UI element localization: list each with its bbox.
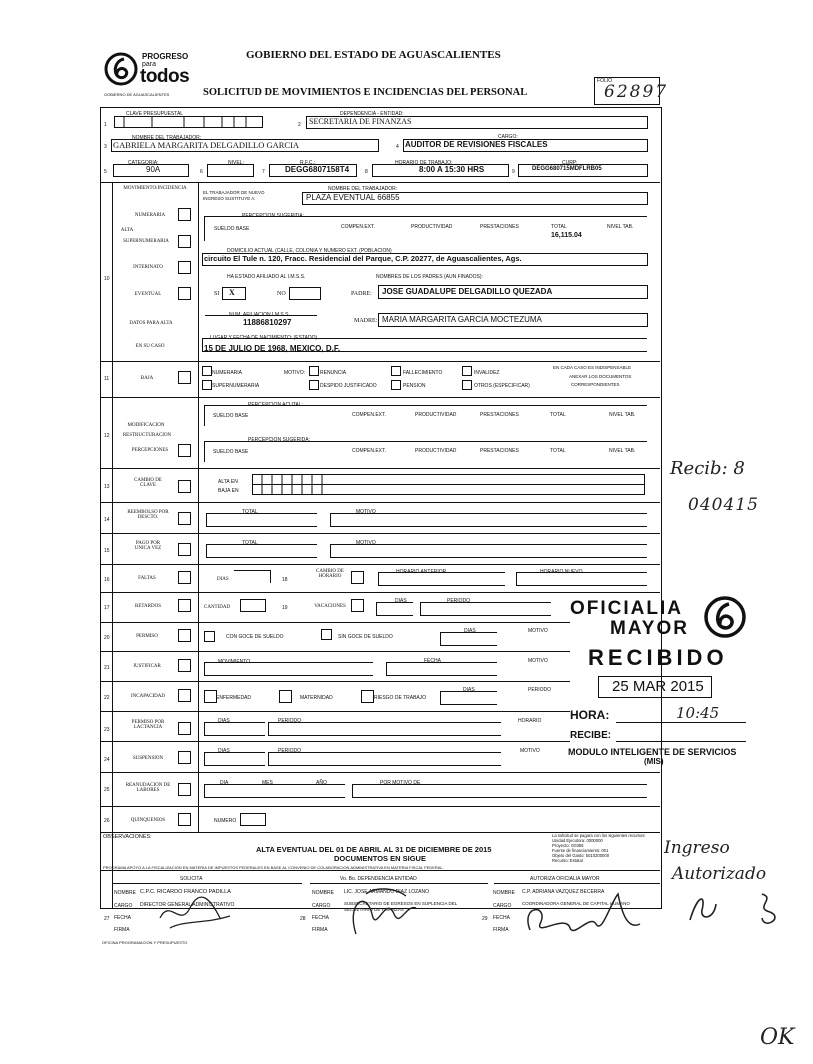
numeraria-checkbox[interactable] — [178, 208, 191, 221]
row-num-18: 18 — [282, 577, 288, 583]
alta-prestaciones: PRESTACIONES — [480, 224, 519, 230]
justificar-motivo-label: MOTIVO — [528, 658, 548, 664]
modif-checkbox[interactable] — [178, 444, 191, 457]
rfc-label: R.F.C.: — [300, 160, 316, 166]
permiso-dias-field[interactable] — [440, 632, 497, 646]
reanudacion-checkbox[interactable] — [178, 783, 191, 796]
grid-line — [100, 182, 660, 183]
row-num-2: 2 — [298, 122, 301, 128]
vac-periodo-label: PERIODO — [447, 598, 471, 604]
row-num-8: 8 — [365, 169, 368, 175]
domicilio-label: DOMICILIO ACTUAL (CALLE, COLONIA Y NUMERO EXT. (POBLACION) — [227, 248, 392, 254]
lact-dias-field[interactable] — [204, 722, 265, 736]
numero-field[interactable] — [240, 813, 266, 826]
alta-label: ALTA — [120, 228, 134, 233]
vacaciones-checkbox[interactable] — [351, 599, 364, 612]
curp-value: DEGG680715MDFLRB05 — [532, 166, 602, 172]
row-num-28: 28 — [300, 916, 306, 922]
rean-motivo-field[interactable] — [352, 784, 647, 798]
grid-line — [100, 711, 570, 712]
handwritten-signature-3 — [510, 884, 650, 944]
rean-ano-label: AÑO — [316, 780, 327, 786]
modif-label2: RESTRUCTURACION — [122, 433, 172, 438]
sustituye-label: EL TRABAJADOR DE NUEVO INGRESO SUSTITUYE A: — [203, 190, 265, 201]
quinquenios-checkbox[interactable] — [178, 813, 191, 826]
nivel-label: NIVEL: — [228, 160, 244, 166]
permiso-motivo-label: MOTIVO — [528, 628, 548, 634]
vac-periodo-field[interactable] — [420, 602, 551, 616]
si-label: SI — [214, 291, 220, 297]
eventual-checkbox[interactable] — [178, 287, 191, 300]
nacimiento-label: LUGAR Y FECHA DE NACIMIENTO: (ESTADO) — [210, 335, 318, 341]
stamp-date: 25 MAR 2015 — [612, 678, 704, 695]
horario-anterior-label: HORARIO ANTERIOR — [396, 569, 447, 575]
horario-nuevo-field[interactable] — [516, 572, 647, 586]
vac-dias-field[interactable] — [376, 602, 413, 616]
stamp-line1: OFICIALIA — [570, 598, 683, 619]
logo-line2: para — [142, 61, 157, 68]
alta-nivel-tab: NIVEL TAB. — [607, 224, 634, 230]
pa-sueldo: SUELDO BASE — [213, 413, 249, 419]
en-su-caso-label: EN SU CASO — [135, 344, 165, 349]
madre-value: MARIA MARGARITA GARCIA MOCTEZUMA — [382, 315, 542, 324]
incap-dias-label: DIAS — [463, 687, 475, 693]
susp-periodo-field[interactable] — [268, 752, 501, 766]
permiso-checkbox[interactable] — [178, 629, 191, 642]
logo — [104, 50, 204, 98]
row-num-27: 27 — [104, 916, 110, 922]
s2-cargo: SUBSECRETARIO DE EGRESOS EN SUPLENCIA DEL SECRETARIO DE FINANZAS — [344, 901, 458, 912]
susp-dias-label: DIAS — [218, 748, 230, 754]
afiliacion-value: 11886810297 — [243, 318, 292, 327]
row-num-5: 5 — [104, 169, 107, 175]
grid-line — [100, 622, 570, 623]
s1-cargo: DIRECTOR GENERAL ADMINISTRATIVO — [140, 902, 235, 908]
grid-line — [100, 870, 660, 871]
row-num-21: 21 — [104, 665, 110, 671]
stamp-hora-label: HORA: — [570, 708, 610, 722]
despido-checkbox[interactable] — [309, 380, 319, 390]
stamp-recibe-label: RECIBE: — [570, 730, 612, 741]
hw-recib-num: 040415 — [688, 495, 759, 515]
ps-compen: COMPEN.EXT. — [352, 448, 386, 454]
gov-title: GOBIERNO DEL ESTADO DE AGUASCALIENTES — [246, 49, 501, 61]
stamp-modulo: MODULO INTELIGENTE DE SERVICIOS — [568, 747, 737, 757]
s2-nombre: LIC. JOSE ARMANDO DIAZ LOZANO — [344, 889, 430, 895]
sin-goce-label: SIN GOCE DE SUELDO — [338, 634, 393, 640]
clave-grid — [252, 474, 646, 496]
renuncia-label: RENUNCIA — [320, 370, 347, 376]
riesgo-label: RIESGO DE TRABAJO — [374, 695, 427, 701]
reembolso-total-field[interactable] — [206, 513, 317, 527]
pago-unica-label: PAGO POR UNICA VEZ — [134, 541, 162, 551]
row-num-29: 29 — [482, 916, 488, 922]
reanudacion-label: REANUDACION DE LABORES — [125, 783, 171, 793]
cambio-clave-label: CAMBIO DE CLAVE — [134, 478, 162, 488]
numero-label: NUMERO — [214, 818, 237, 824]
retardos-label: RETARDOS — [135, 604, 161, 609]
s1-fecha-label: FECHA — [114, 915, 131, 921]
row-num-19: 19 — [282, 605, 288, 611]
padres-label: NOMBRES DE LOS PADRES (AUN FINADOS): — [376, 274, 483, 280]
ps-sueldo: SUELDO BASE — [213, 449, 249, 455]
reembolso-motivo-label: MOTIVO — [356, 509, 376, 515]
susp-periodo-label: PERIODO — [278, 748, 302, 754]
cambio-horario-checkbox[interactable] — [351, 571, 364, 584]
rean-mes-label: MES — [262, 780, 273, 786]
otros-checkbox[interactable] — [462, 380, 472, 390]
alta-total: TOTAL — [551, 224, 567, 230]
grid-line — [100, 397, 660, 398]
nombre-value: GABRIELA MARGARITA DELGADILLO GARCIA — [113, 140, 300, 150]
faltas-checkbox[interactable] — [178, 571, 191, 584]
obs-note3: Proyecto: G0356 — [552, 843, 584, 848]
alta-compen-ext: COMPEN.EXT. — [341, 224, 375, 230]
baja-motivo-label: MOTIVO: — [284, 370, 306, 376]
lact-dias-label: DIAS — [218, 718, 230, 724]
grid-line — [100, 806, 660, 807]
con-goce-label: CON GOCE DE SUELDO — [226, 634, 284, 640]
suspension-label: SUSPENSION — [132, 756, 164, 761]
movimiento-label: MOVIMIENTO/INCIDENCIA — [123, 186, 187, 191]
grid-line — [100, 361, 660, 362]
nivel-field[interactable] — [207, 164, 254, 177]
incap-dias-field[interactable] — [440, 691, 497, 705]
stamp-line2: MAYOR — [610, 618, 689, 639]
baja-numeraria-label: NUMERARIA — [212, 370, 243, 376]
faltas-dias-field[interactable] — [234, 570, 271, 583]
permiso-label: PERMISO — [136, 634, 158, 639]
s1-firma-label: FIRMA — [114, 927, 130, 933]
cambio-horario-label: CAMBIO DE HORARIO — [316, 569, 344, 579]
stamp-six-icon — [704, 596, 746, 638]
s3-nombre: C.P. ADRIANA VAZQUEZ BECERRA — [522, 889, 605, 895]
s3-nombre-label: NOMBRE — [493, 890, 515, 896]
interinato-checkbox[interactable] — [178, 261, 191, 274]
padre-value: JOSE GUADALUPE DELGADILLO QUEZADA — [382, 287, 553, 296]
invalidez-label: INVALIDEZ — [474, 370, 500, 376]
baja-note3: CORRESPONDIENTES — [571, 382, 620, 387]
percepcion-actual-label: PERCEPCION ACUTAL: — [248, 402, 303, 408]
row-num-11: 11 — [104, 376, 110, 382]
clave-presupuestal-boxes — [114, 116, 264, 128]
clave-presupuestal-label: CLAVE PRESUPUESTAL — [126, 111, 184, 117]
logo-six-icon — [104, 52, 138, 86]
fallecimiento-checkbox[interactable] — [391, 366, 401, 376]
rean-fecha-field[interactable] — [204, 784, 345, 798]
ps-total: TOTAL — [550, 448, 566, 454]
susp-motivo-label: MOTIVO — [520, 748, 540, 754]
quinquenios-label: QUINQUENIOS — [130, 818, 166, 823]
horario-nuevo-label: HORARIO NUEVO — [540, 569, 583, 575]
faltas-dias-label: DIAS — [217, 577, 229, 582]
pa-total: TOTAL — [550, 412, 566, 418]
numeraria-label: NUMERARIA — [134, 213, 166, 218]
s2-firma-label: FIRMA — [312, 927, 328, 933]
sig-solicita: SOLICITA — [180, 876, 203, 882]
baja-en-label: BAJA EN — [218, 488, 239, 494]
stamp-line3: RECIBIDO — [588, 645, 728, 670]
s1-nombre-label: NOMBRE — [114, 890, 136, 896]
s2-nombre-label: NOMBRE — [312, 890, 334, 896]
form-title: SOLICITUD DE MOVIMIENTOS E INCIDENCIAS DEL PERSONAL — [203, 87, 528, 98]
riesgo-checkbox[interactable] — [361, 690, 374, 703]
ps-prestaciones: PRESTACIONES — [480, 448, 519, 454]
nacimiento-value: 15 DE JULIO DE 1968, MEXICO, D.F. — [204, 344, 341, 353]
logo-line3: todos — [140, 66, 190, 87]
sig-footer: OFICINA PROGRAMACION Y PRESUPUESTO — [102, 940, 188, 945]
pago-motivo-field[interactable] — [330, 544, 647, 558]
cargo-value: AUDITOR DE REVISIONES FISCALES — [405, 140, 548, 149]
enfermedad-label: ENFERMEDAD — [216, 695, 252, 701]
row-num-23: 23 — [104, 727, 110, 733]
grid-line — [100, 681, 570, 682]
horario-value: 8:00 A 15:30 HRS — [419, 165, 485, 174]
pago-unica-checkbox[interactable] — [178, 543, 191, 556]
baja-note1: EN CADA CASO ES INDISPENSABLE — [553, 365, 632, 370]
pension-label: PENSION — [403, 383, 426, 389]
row-num-22: 22 — [104, 695, 110, 701]
suspension-checkbox[interactable] — [178, 751, 191, 764]
handwritten-signature-1 — [150, 888, 240, 938]
hw-ok: OK — [760, 1025, 795, 1050]
maternidad-label: MATERNIDAD — [300, 695, 333, 701]
grid-vline-left — [112, 182, 113, 908]
sig-vobo: Vo. Bo. DEPENDENCIA ENTIDAD — [340, 876, 417, 882]
alta-sueldo-base: SUELDO BASE — [214, 226, 250, 232]
lact-periodo-label: PERIODO — [278, 718, 302, 724]
row-num-16: 16 — [104, 577, 110, 583]
logo-sub: GOBIERNO DE AGUASCALIENTES — [104, 92, 170, 97]
lact-horario-label: HORARIO — [518, 718, 542, 724]
grid-line — [100, 533, 660, 534]
nombre-trabajador-label: NOMBRE DEL TRABAJADOR: — [132, 135, 202, 141]
row-num-10: 10 — [104, 276, 110, 282]
stamp-hora-line — [616, 722, 746, 723]
modif-label1: MODIFICACION — [127, 423, 165, 428]
row-num-25: 25 — [104, 787, 110, 793]
categoria-value: 90A — [146, 165, 161, 174]
s1-nombre: C.P.C. RICARDO FRANCO PADILLA — [140, 889, 231, 895]
incap-periodo-label: PERIODO — [528, 687, 552, 693]
folio-label: FOLIO — [597, 78, 613, 84]
s3-cargo: COORDINADORA GENERAL DE CAPITAL HUMANO — [522, 901, 630, 906]
justificar-label: JUSTIFICAR — [133, 664, 161, 669]
alta-total-value: 16,115.04 — [551, 232, 582, 239]
reembolso-label: REEMBOLSO POR DESCTO. — [127, 510, 169, 520]
s3-fecha-label: FECHA — [493, 915, 510, 921]
movimiento-field[interactable] — [204, 662, 373, 676]
cantidad-field[interactable] — [240, 599, 266, 612]
reembolso-motivo-field[interactable] — [330, 513, 647, 527]
rfc-value: DEGG6807158T4 — [285, 165, 350, 174]
otros-label: OTROS (ESPECIFICAR) — [474, 383, 530, 389]
modif-percepciones: PERCEPCIONES — [131, 448, 169, 453]
no-checkbox[interactable] — [289, 287, 321, 300]
s3-cargo-label: CARGO — [493, 903, 512, 909]
incapacidad-checkbox[interactable] — [178, 689, 191, 702]
baja-note2: ANEXAR LOS DOCUMENTOS — [569, 374, 632, 379]
datos-alta-label: DATOS PARA ALTA — [129, 321, 173, 326]
hw-ingreso1: Ingreso — [664, 838, 730, 858]
logo-line1: PROGRESO — [142, 52, 189, 61]
baja-numeraria-checkbox[interactable] — [202, 366, 212, 376]
eventual-label: EVENTUAL — [134, 292, 162, 297]
vacaciones-label: VACACIONES — [314, 604, 346, 609]
stamp-recibe-line — [616, 741, 746, 742]
grid-line — [100, 651, 570, 652]
obs-note6: Recurso: Estatal — [552, 858, 583, 863]
pago-motivo-label: MOTIVO — [356, 540, 376, 546]
pension-checkbox[interactable] — [391, 380, 401, 390]
invalidez-checkbox[interactable] — [462, 366, 472, 376]
row-num-13: 13 — [104, 484, 110, 490]
reembolso-total-label: TOTAL — [242, 509, 258, 515]
horario-label: HORARIO DE TRABAJO: — [395, 160, 453, 166]
row-num-17: 17 — [104, 605, 110, 611]
percepcion-sugerida-label: PERCEPCION SUGERIDA: — [242, 213, 304, 219]
row-num-4: 4 — [396, 144, 399, 150]
pa-productividad: PRODUCTIVIDAD — [415, 412, 457, 418]
horario-anterior-field[interactable] — [378, 572, 505, 586]
pa-prestaciones: PRESTACIONES — [480, 412, 519, 418]
justificar-fecha-label: FECHA — [424, 658, 441, 664]
padre-label: PADRE: — [351, 291, 372, 297]
nombre-trab-label: NOMBRE DEL TRABAJADOR: — [328, 186, 398, 192]
rean-motivo-label: POR MOTIVO DE — [380, 780, 421, 786]
s3-firma-label: FIRMA — [493, 927, 509, 933]
obs-note4: Fuente de financiamiento: 001 — [552, 848, 609, 853]
si-value: X — [229, 288, 235, 297]
pa-compen: COMPEN.EXT. — [352, 412, 386, 418]
lact-periodo-field[interactable] — [268, 722, 501, 736]
percepcion-sug-label: PERCEPCION SUGERIDA: — [248, 437, 310, 443]
sustituye-value: PLAZA EVENTUAL 66855 — [306, 193, 400, 202]
s1-cargo-label: CARGO — [114, 903, 133, 909]
lactancia-label: PERMISO POR LACTANCIA — [131, 720, 165, 730]
alta-en-label: ALTA EN — [218, 479, 238, 485]
folio-value: 62897 — [604, 82, 669, 102]
baja-label: BAJA — [140, 376, 154, 381]
grid-line — [100, 564, 660, 565]
madre-label: MADRE: — [354, 318, 378, 324]
obs-note5: Objeto del Gasto: 5010200000 — [552, 853, 610, 858]
fallecimiento-label: FALLECIMIENTO — [403, 370, 443, 376]
pa-nivel: NIVEL TAB. — [609, 412, 636, 418]
row-num-7: 7 — [262, 169, 265, 175]
afiliacion-label: NUM. AFILIACION I.M.S.S. — [229, 312, 290, 318]
obs-line1: ALTA EVENTUAL DEL 01 DE ABRIL AL 31 DE DICIEMBRE DE 2015 — [256, 845, 492, 854]
justificar-fecha-field[interactable] — [386, 662, 497, 676]
hw-ingreso2: Autorizado — [672, 864, 767, 884]
hw-initials — [684, 890, 794, 930]
grid-line — [100, 772, 660, 773]
grid-line — [100, 502, 660, 503]
obs-note2: Unidad Ejecutora: 0000000 — [552, 838, 603, 843]
handwritten-signature-2 — [336, 884, 426, 944]
pago-total-label: TOTAL — [242, 540, 258, 546]
curp-label: CURP: — [562, 160, 578, 166]
baja-supernumeraria-label: SUPERNUMERARIA — [212, 383, 260, 389]
cambio-clave-checkbox[interactable] — [178, 480, 191, 493]
interinato-label: INTERINATO — [133, 265, 163, 270]
rean-dia-label: DIA — [220, 780, 229, 786]
afiliado-label: HA ESTADO AFILIADO AL I.M.S.S. — [227, 274, 306, 280]
hw-recib: Recib: 8 — [670, 458, 745, 479]
recibido-stamp — [566, 592, 748, 768]
movimiento-label: MOVIMIENTO — [218, 659, 251, 665]
row-num-1: 1 — [104, 122, 107, 128]
vac-dias-label: DIAS — [395, 598, 407, 604]
row-num-24: 24 — [104, 757, 110, 763]
row-num-6: 6 — [200, 169, 203, 175]
renuncia-checkbox[interactable] — [309, 366, 319, 376]
s2-fecha-label: FECHA — [312, 915, 329, 921]
dependencia-value: SECRETARIA DE FINANZAS — [309, 117, 412, 126]
cantidad-label: CANTIDAD — [204, 605, 231, 610]
stamp-mis: (MIS) — [644, 757, 664, 766]
grid-line — [112, 883, 302, 884]
con-goce-checkbox[interactable] — [204, 631, 215, 642]
sig-autoriza: AUTORIZA OFICIALIA MAYOR — [530, 876, 600, 882]
supernumeraria-label: SUPERNUMERARIA — [123, 239, 169, 244]
alta-productividad: PRODUCTIVIDAD — [411, 224, 453, 230]
susp-dias-field[interactable] — [204, 752, 265, 766]
row-num-20: 20 — [104, 635, 110, 641]
categoria-label: CATEGORIA: — [128, 160, 159, 166]
s2-cargo-label: CARGO — [312, 903, 331, 909]
reembolso-checkbox[interactable] — [178, 512, 191, 525]
grid-line — [100, 468, 660, 469]
sin-goce-checkbox[interactable] — [321, 629, 332, 640]
grid-line — [100, 741, 570, 742]
permiso-dias-label: DIAS — [464, 628, 476, 634]
row-num-14: 14 — [104, 517, 110, 523]
stamp-hora-value: 10:45 — [676, 704, 720, 722]
pago-total-field[interactable] — [206, 544, 317, 558]
faltas-label: FALTAS — [138, 576, 156, 581]
grid-vline-label — [198, 182, 199, 832]
ps-nivel: NIVEL TAB. — [609, 448, 636, 454]
baja-supernumeraria-checkbox[interactable] — [202, 380, 212, 390]
retardos-checkbox[interactable] — [178, 599, 191, 612]
incapacidad-label: INCAPACIDAD — [131, 694, 165, 699]
obs-note1: La solicitud se pagara con los siguientes recursos: — [552, 833, 646, 838]
obs-programa: PROGRAMA APOYO A LA FISCALIZACION EN MATERIA DE IMPUESTOS FEDERALES EN BASE AL CONVENIO DE COLABORACION ADMINISTRATIVA EN MATERIA FISCAL FEDERAL. — [103, 865, 444, 870]
domicilio-value: circuito El Tule n. 120, Fracc. Residencial del Parque, C.P. 20277, de Aguascalientes, Ags. — [204, 254, 522, 263]
no-label: NO — [277, 291, 286, 297]
row-num-9: 9 — [512, 169, 515, 175]
despido-label: DESPIDO JUSTIFICADO — [320, 383, 377, 389]
dependencia-label: DEPENDENCIA - ENTIDAD: — [340, 111, 404, 117]
row-num-12: 12 — [104, 433, 110, 439]
maternidad-checkbox[interactable] — [279, 690, 292, 703]
ps-productividad: PRODUCTIVIDAD — [415, 448, 457, 454]
obs-line2: DOCUMENTOS EN SIGUE — [334, 854, 426, 863]
row-num-26: 26 — [104, 818, 110, 824]
justificar-checkbox[interactable] — [178, 659, 191, 672]
row-num-15: 15 — [104, 548, 110, 554]
lactancia-checkbox[interactable] — [178, 722, 191, 735]
observaciones-label: OBSERVACIONES: — [103, 834, 152, 840]
cargo-label: CARGO: — [498, 134, 518, 140]
supernumeraria-checkbox[interactable] — [178, 235, 191, 248]
baja-checkbox[interactable] — [178, 371, 191, 384]
row-num-3: 3 — [104, 144, 107, 150]
